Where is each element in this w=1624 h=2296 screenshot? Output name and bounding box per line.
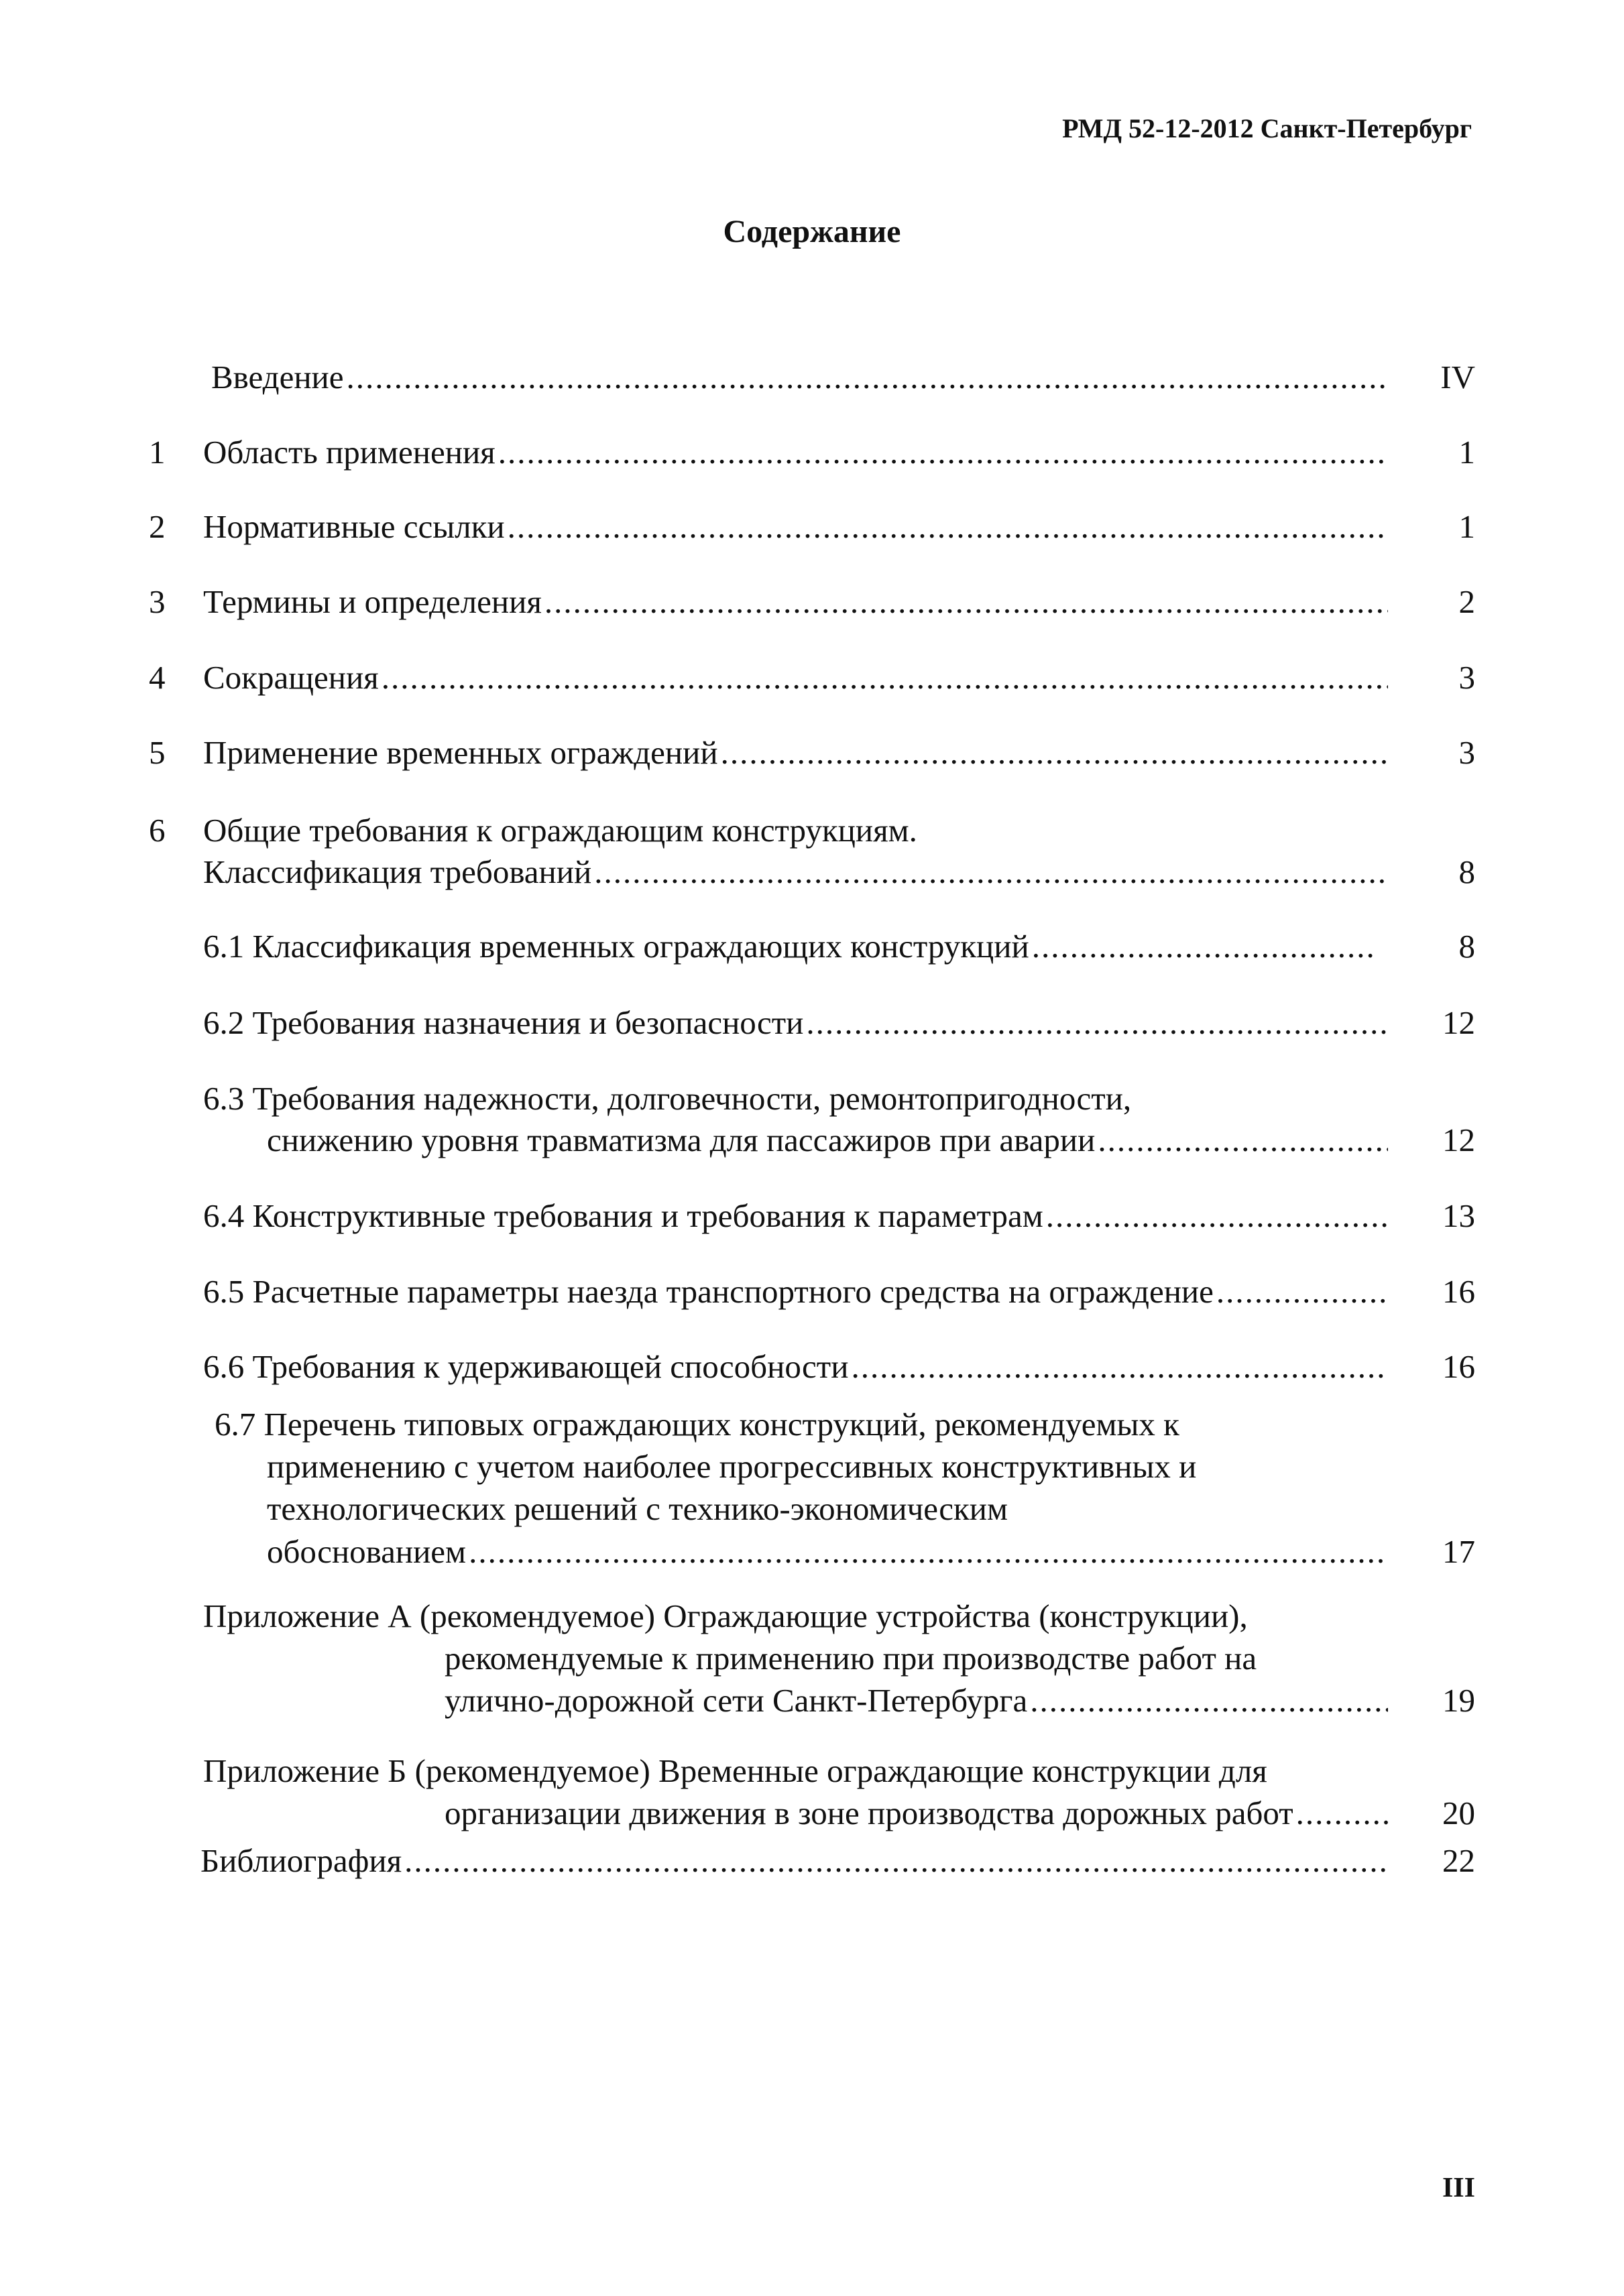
toc-entry-page: 12 bbox=[1442, 1004, 1475, 1041]
toc-entry-title-leader bbox=[203, 1001, 1388, 1045]
dot-leader bbox=[469, 1530, 1388, 1574]
dot-leader bbox=[1296, 1791, 1388, 1835]
toc-entry-title-leader bbox=[203, 850, 1388, 894]
toc-entry-title-leader bbox=[211, 355, 1388, 400]
dot-leader bbox=[1030, 1679, 1388, 1723]
dot-leader bbox=[544, 580, 1388, 624]
toc-entry-page: 1 bbox=[1458, 434, 1475, 471]
toc-entry-number: 4 bbox=[149, 659, 166, 696]
dot-leader bbox=[382, 656, 1388, 700]
dot-leader bbox=[1216, 1270, 1388, 1314]
toc-entry-title-line: Сокращения bbox=[203, 659, 379, 696]
dot-leader bbox=[347, 355, 1388, 400]
toc-entry-page: 2 bbox=[1458, 583, 1475, 620]
toc-entry-page: 12 bbox=[1442, 1122, 1475, 1158]
toc-entry-title-line: снижению уровня травматизма для пассажиров при аварии bbox=[267, 1122, 1096, 1158]
toc-entry-page: 17 bbox=[1442, 1533, 1475, 1570]
toc-entry-number: 2 bbox=[149, 508, 166, 545]
toc-entry-title-leader bbox=[203, 1345, 1388, 1389]
page-number: III bbox=[1442, 2173, 1475, 2203]
document-header: РМД 52-12-2012 Санкт-Петербург bbox=[1062, 113, 1472, 143]
toc-entry-title-leader bbox=[203, 731, 1388, 775]
toc-entry-title-line: 6.1 Классификация временных ограждающих конструкций bbox=[203, 928, 1029, 965]
dot-leader bbox=[1032, 924, 1377, 969]
toc-entry-page: 8 bbox=[1458, 853, 1475, 890]
dot-leader bbox=[721, 731, 1388, 775]
toc-entry-page: IV bbox=[1440, 359, 1475, 396]
toc-entry-title-leader bbox=[267, 1118, 1388, 1162]
toc-entry-title-line: Библиография bbox=[200, 1842, 402, 1879]
toc-entry-title-leader bbox=[203, 924, 1377, 969]
dot-leader bbox=[851, 1345, 1388, 1389]
toc-entry-title-line: Приложение А (рекомендуемое) Ограждающие устройства (конструкции), bbox=[203, 1597, 1248, 1634]
toc-entry-number: 1 bbox=[149, 434, 166, 471]
toc-entry-title-leader bbox=[203, 430, 1388, 475]
toc-entry-number: 3 bbox=[149, 583, 166, 620]
toc-entry-title-line: применению с учетом наиболее прогрессивных конструктивных и bbox=[267, 1448, 1197, 1485]
dot-leader bbox=[594, 850, 1388, 894]
toc-entry-title-line: 6.3 Требования надежности, долговечности, ремонтопригодности, bbox=[203, 1080, 1132, 1117]
toc-entry-title-line: Общие требования к ограждающим конструкциям. bbox=[203, 812, 917, 849]
toc-entry-title-leader bbox=[200, 1839, 1388, 1883]
toc-entry-page: 16 bbox=[1442, 1273, 1475, 1310]
toc-entry-page: 13 bbox=[1442, 1197, 1475, 1234]
toc-entry-title-line: Нормативные ссылки bbox=[203, 508, 505, 545]
dot-leader bbox=[404, 1839, 1388, 1883]
dot-leader bbox=[498, 430, 1388, 475]
toc-entry-page: 3 bbox=[1458, 734, 1475, 771]
toc-entry-title-leader bbox=[445, 1791, 1388, 1835]
toc-entry-page: 16 bbox=[1442, 1348, 1475, 1385]
dot-leader bbox=[1098, 1118, 1388, 1162]
toc-entry-title-leader bbox=[203, 656, 1388, 700]
toc-entry-page: 19 bbox=[1442, 1682, 1475, 1719]
toc-entry-title-leader bbox=[445, 1679, 1388, 1723]
toc-entry-number: 6 bbox=[149, 812, 166, 849]
dot-leader bbox=[1046, 1194, 1388, 1238]
toc-entry-page: 1 bbox=[1458, 508, 1475, 545]
toc-entry-title-line: организации движения в зоне производства дорожных работ bbox=[445, 1795, 1293, 1831]
toc-entry-title-line: 6.4 Конструктивные требования и требования к параметрам bbox=[203, 1197, 1043, 1234]
toc-entry-title-line: 6.5 Расчетные параметры наезда транспортного средства на ограждение bbox=[203, 1273, 1214, 1310]
dot-leader bbox=[508, 505, 1388, 549]
toc-entry-title-line: 6.6 Требования к удерживающей способности bbox=[203, 1348, 849, 1385]
toc-entry-title-line: Термины и определения bbox=[203, 583, 542, 620]
toc-entry-page: 20 bbox=[1442, 1795, 1475, 1831]
toc-entry-page: 3 bbox=[1458, 659, 1475, 696]
toc-entry-title-line: 6.2 Требования назначения и безопасности bbox=[203, 1004, 804, 1041]
toc-entry-title-leader bbox=[203, 1270, 1388, 1314]
toc-entry-title-line: Применение временных ограждений bbox=[203, 734, 718, 771]
toc-entry-title-leader bbox=[203, 580, 1388, 624]
toc-entry-number: 5 bbox=[149, 734, 166, 771]
page-title: Содержание bbox=[723, 214, 901, 249]
toc-entry-title-leader bbox=[267, 1530, 1388, 1574]
toc-entry-title-line: технологических решений с технико-экономическим bbox=[267, 1490, 1008, 1527]
toc-entry-title-leader bbox=[203, 505, 1388, 549]
toc-entry-page: 22 bbox=[1442, 1842, 1475, 1879]
toc-entry-title-line: Классификация требований bbox=[203, 853, 592, 890]
toc-entry-title-line: 6.7 Перечень типовых ограждающих конструкций, рекомендуемых к bbox=[215, 1406, 1179, 1443]
toc-entry-title-line: Область применения bbox=[203, 434, 496, 471]
dot-leader bbox=[806, 1001, 1388, 1045]
toc-entry-page: 8 bbox=[1458, 928, 1475, 965]
toc-entry-title-line: Введение bbox=[211, 359, 344, 396]
toc-entry-title-leader bbox=[203, 1194, 1388, 1238]
toc-entry-title-line: Приложение Б (рекомендуемое) Временные ограждающие конструкции для bbox=[203, 1752, 1267, 1789]
toc-entry-title-line: обоснованием bbox=[267, 1533, 467, 1570]
toc-entry-title-line: рекомендуемые к применению при производстве работ на bbox=[445, 1640, 1257, 1677]
toc-entry-title-line: улично-дорожной сети Санкт-Петербурга bbox=[445, 1682, 1028, 1719]
